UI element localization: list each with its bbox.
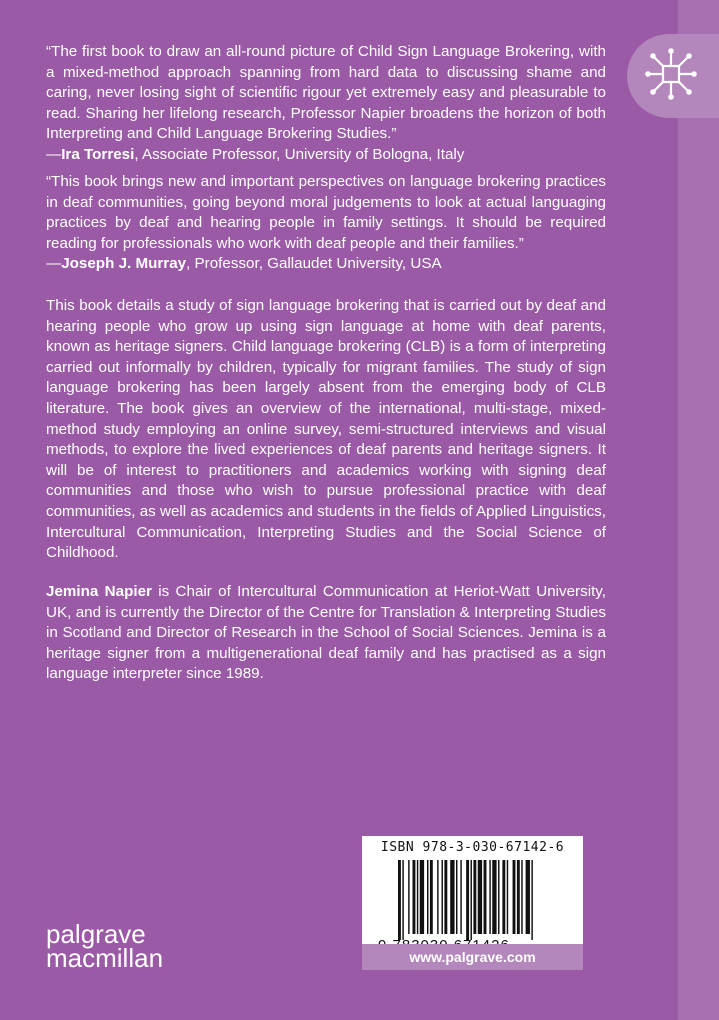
endorsement-quote-2 — [46, 172, 606, 275]
quote-2-text: “This book brings new and important perspectives on language brokering practices in deaf communities, going beyond moral judgements to look at actual languaging practices by deaf and hearing people in family settings. It should be required reading for professionals who work with deaf people and their families.” — [46, 173, 606, 252]
barcode-icon — [398, 860, 570, 940]
palgrave-network-logo-icon — [643, 46, 699, 102]
quote-1-dash: — — [46, 145, 62, 163]
isbn-label: ISBN 978-3-030-67142-6 — [380, 840, 565, 855]
book-description: This book details a study of sign language brokering that is carried out by deaf and hearing people who grow up using sign language at home with deaf parents, known as heritage signers. Child language brokering (CLB) is a form of interpreting carried out informally by children, typically for migrant families. The study of sign language brokering has been largely absent from the emerging body of CLB literature. The book gives an overview of the international, multi-stage, mixed-method study employing an online survey, semi-structured interviews and visual methods, to explore the lived experiences of deaf parents and heritage signers. It will be of interest to practitioners and academics working with signing deaf communities and those who wish to pursue professional practice with deaf communities, as well as academics and students in the fields of Applied Linguistics, Intercultural Communication, Interpreting Studies and the Social Science of Childhood. — [46, 297, 606, 562]
publisher-logo — [46, 919, 164, 973]
quote-1-attribution — [46, 146, 464, 163]
publisher-line-2: macmillan — [46, 943, 164, 973]
publisher-url[interactable]: www.palgrave.com — [362, 944, 583, 970]
quote-2-affiliation: , Professor, Gallaudet University, USA — [186, 255, 442, 273]
quote-1-author: Ira Torresi — [61, 145, 135, 163]
quote-2-dash: — — [46, 255, 62, 273]
endorsement-quote-1 — [46, 42, 606, 166]
quote-1-text: “The first book to draw an all-round picture of Child Sign Language Brokering, with a mixed-method approach spanning from hard data to discussing shame and caring, never losing sight of scientific rigour yet extremely easy and pleasurable to read. Sharing her lifelong research, Professor Napier broadens the horizon of both Interpreting and Child Language Brokering Studies.” — [46, 43, 606, 143]
spine-strip — [678, 0, 719, 1020]
author-bio — [46, 582, 606, 685]
quote-1-affiliation: , Associate Professor, University of Bologna, Italy — [134, 145, 465, 163]
quote-2-attribution — [46, 255, 442, 272]
logo-tab — [627, 34, 719, 118]
author-name: Jemina Napier — [46, 583, 152, 600]
quote-2-author: Joseph J. Murray — [61, 255, 187, 273]
publisher-line-1: palgrave — [46, 919, 146, 949]
author-bio-text: is Chair of Intercultural Communication at Heriot-Watt University, UK, and is currently the Director of the Centre for Translation & Interpreting Studies in Scotland and Director of Research in the School of Social Sciences. Jemina is a heritage signer from a multigenerational deaf family and has practised as a sign language interpreter since 1989. — [46, 583, 606, 683]
